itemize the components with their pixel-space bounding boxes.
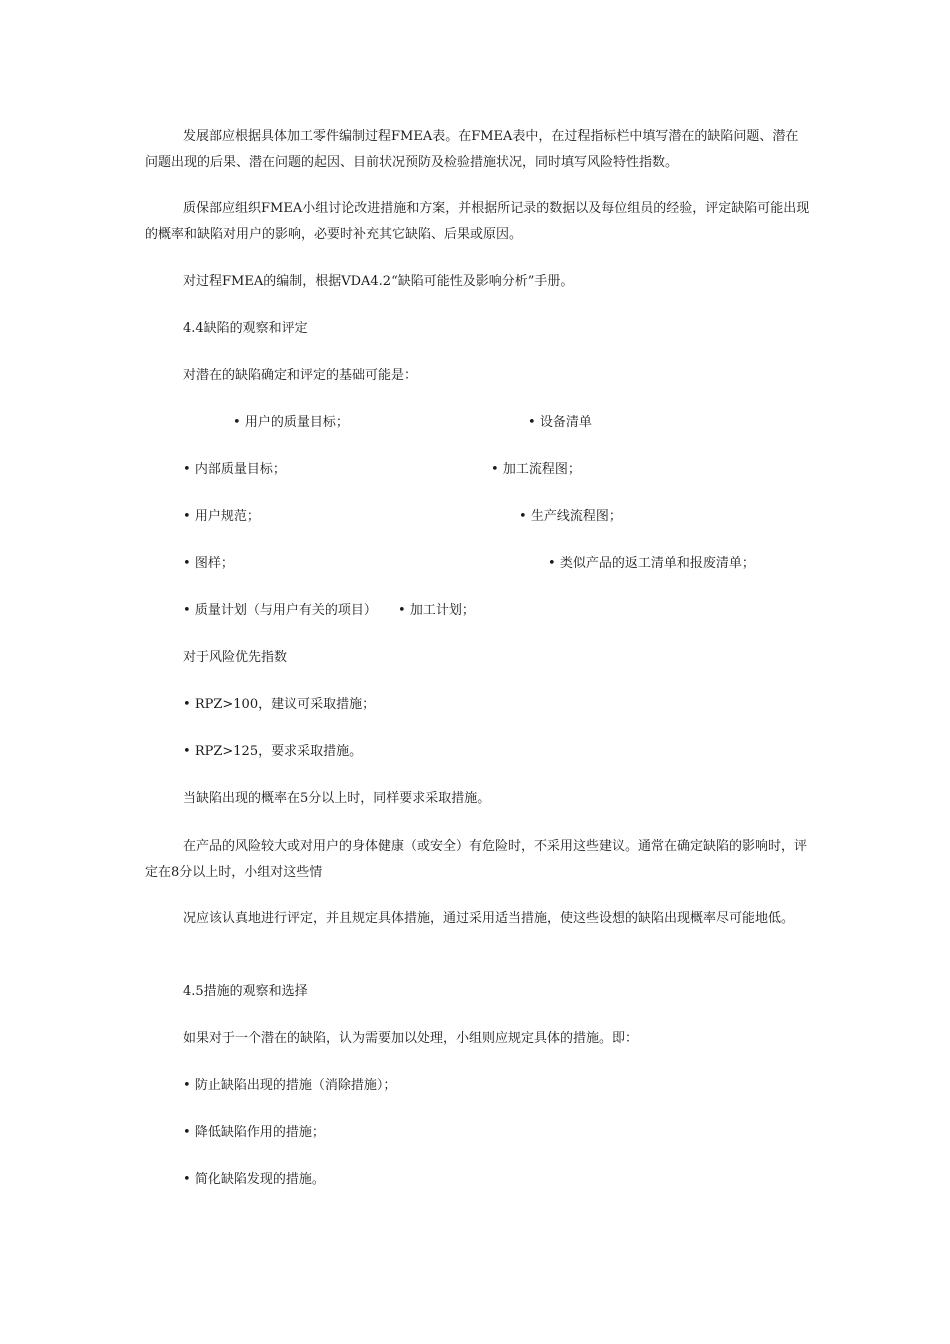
list-item: • 生产线流程图； — [519, 508, 622, 526]
list-item: • 用户的质量目标； — [233, 414, 349, 432]
paragraph-basis: 对潜在的缺陷确定和评定的基础可能是： — [183, 368, 418, 383]
list-item: • 加工流程图； — [491, 461, 581, 479]
list-item: • 加工计划； — [398, 602, 475, 620]
list-item: • 图样； — [183, 555, 234, 573]
list-item: • 类似产品的返工清单和报废清单； — [548, 555, 755, 573]
paragraph-evaluate: 况应该认真地进行评定，并且规定具体措施，通过采用适当措施，使这些设想的缺陷出现概率尽可能地低。 — [183, 911, 795, 926]
list-item: • 防止缺陷出现的措施（消除措施）； — [183, 1077, 396, 1095]
paragraph-vda: 对过程FMEA的编制，根据VDA4.2“缺陷可能性及影响分析”手册。 — [183, 274, 574, 289]
paragraph-probability: 当缺陷出现的概率在5分以上时，同样要求采取措施。 — [183, 791, 491, 806]
list-item: • 设备清单 — [528, 414, 592, 432]
list-item: • 简化缺陷发现的措施。 — [183, 1171, 325, 1189]
section-heading-4-4: 4.4缺陷的观察和评定 — [183, 321, 308, 336]
list-item: • 质量计划（与用户有关的项目） — [183, 602, 377, 620]
paragraph-process-fmea: 发展部应根据具体加工零件编制过程FMEA表。在FMEA表中，在过程指标栏中填写潜在的缺陷问题、潜在问题出现的后果、潜在问题的起因、目前状况预防及检验措施状况，同时填写风险特性指数。 — [145, 129, 799, 170]
paragraph-measures: 如果对于一个潜在的缺陷，认为需要加以处理，小组则应规定具体的措施。即： — [183, 1031, 639, 1046]
paragraph-quality-dept: 质保部应组织FMEA小组讨论改进措施和方案，并根据所记录的数据以及每位组员的经验，评定缺陷可能出现的概率和缺陷对用户的影响，必要时补充其它缺陷、后果或原因。 — [145, 201, 810, 242]
list-item: • 降低缺陷作用的措施； — [183, 1124, 325, 1142]
paragraph-risk: 在产品的风险较大或对用户的身体健康（或安全）有危险时，不采用这些建议。通常在确定缺陷的影响时，评定在8分以上时，小组对这些情 — [145, 839, 808, 880]
list-item: • RPZ>125，要求采取措施。 — [183, 743, 362, 761]
section-heading-4-5: 4.5措施的观察和选择 — [183, 984, 308, 999]
list-item: • RPZ>100，建议可采取措施； — [183, 696, 375, 714]
paragraph-rpz-intro: 对于风险优先指数 — [183, 650, 288, 665]
list-item: • 内部质量目标； — [183, 461, 286, 479]
list-item: • 用户规范； — [183, 508, 260, 526]
